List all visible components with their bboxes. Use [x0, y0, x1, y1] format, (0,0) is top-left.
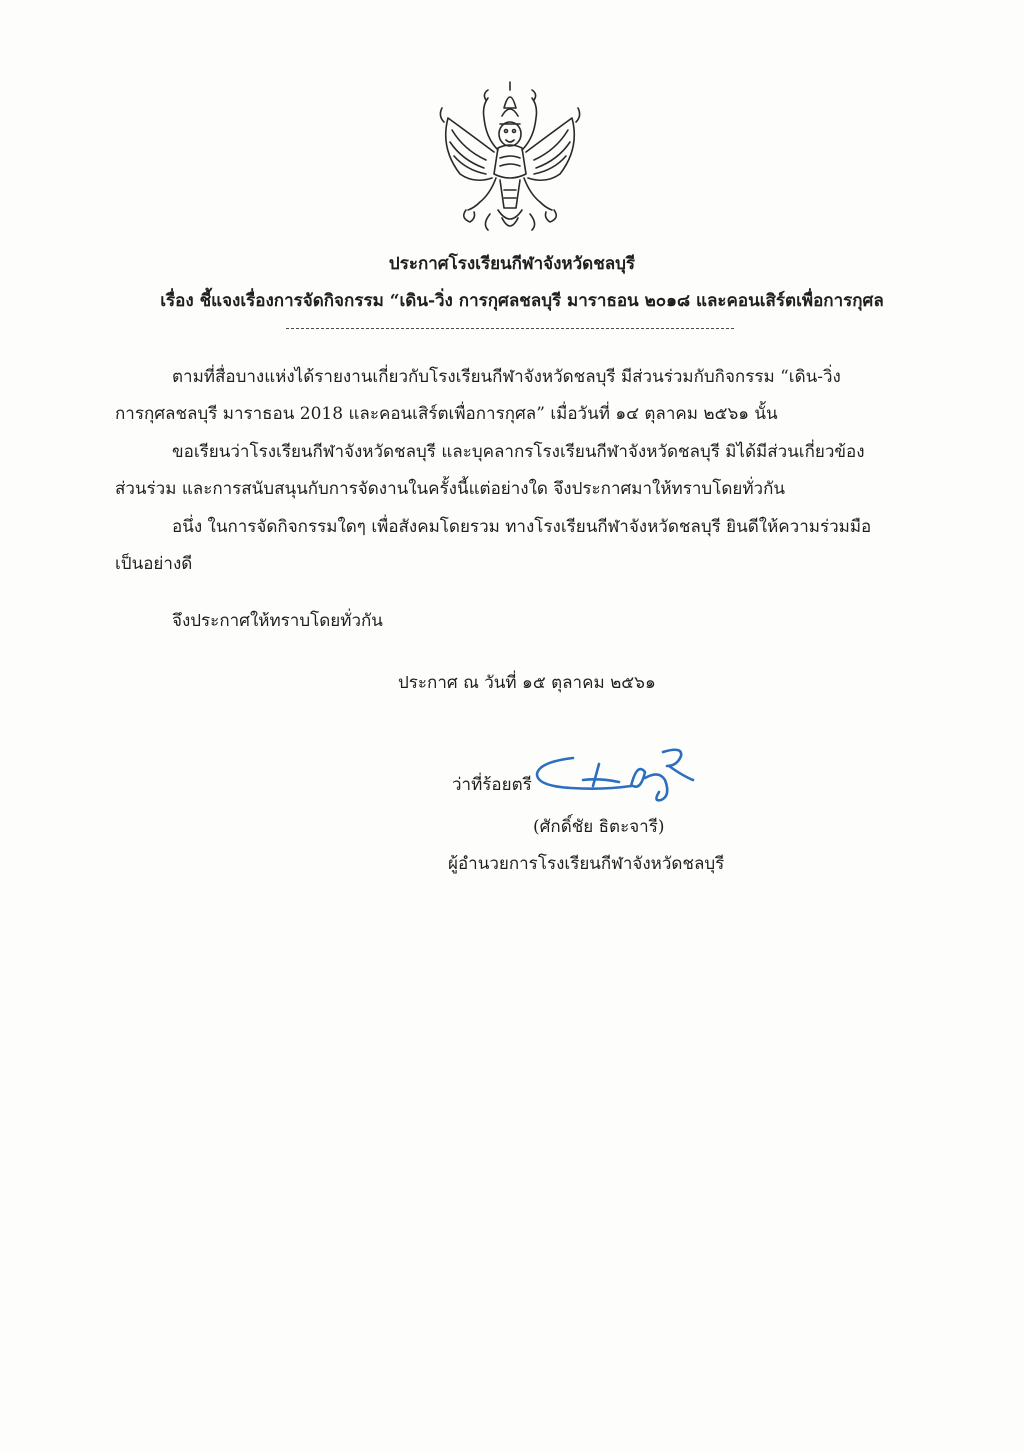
- announcement-subject: เรื่อง ชี้แจงเรื่องการจัดกิจกรรม “เดิน-วิ่ง การกุศลชลบุรี มาราธอน ๒๐๑๘ และคอนเสิร์ตเพื่อการกุศล: [160, 291, 884, 311]
- signer-rank: ว่าที่ร้อยตรี: [452, 775, 532, 795]
- paragraph-3-line-1: อนึ่ง ในการจัดกิจกรรมใดๆ เพื่อสังคมโดยรวม ทางโรงเรียนกีฬาจังหวัดชลบุรี ยินดีให้ความร่วมมือ: [172, 517, 872, 537]
- paragraph-1-line-2: การกุศลชลบุรี มาราธอน 2018 และคอนเสิร์ตเพื่อการกุศล” เมื่อวันที่ ๑๔ ตุลาคม ๒๕๖๑ นั้น: [115, 404, 778, 424]
- announcement-date: ประกาศ ณ วันที่ ๑๕ ตุลาคม ๒๕๖๑: [398, 673, 656, 693]
- garuda-emblem-icon: [430, 78, 590, 238]
- announcement-title: ประกาศโรงเรียนกีฬาจังหวัดชลบุรี: [388, 254, 636, 274]
- signer-position: ผู้อำนวยการโรงเรียนกีฬาจังหวัดชลบุรี: [448, 854, 725, 874]
- closing-statement: จึงประกาศให้ทราบโดยทั่วกัน: [172, 611, 383, 631]
- paragraph-3-line-2: เป็นอย่างดี: [115, 554, 193, 574]
- divider-line: [286, 328, 734, 329]
- paragraph-2-line-2: ส่วนร่วม และการสนับสนุนกับการจัดงานในครั้งนี้แต่อย่างใด จึงประกาศมาให้ทราบโดยทั่วกัน: [115, 479, 786, 499]
- paragraph-1-line-1: ตามที่สื่อบางแห่งได้รายงานเกี่ยวกับโรงเรียนกีฬาจังหวัดชลบุรี มีส่วนร่วมกับกิจกรรม “เดิน-วิ่ง: [172, 367, 841, 387]
- signer-name: (ศักดิ์ชัย ธิตะจารี): [533, 817, 665, 837]
- handwritten-signature: [533, 740, 703, 806]
- paragraph-2-line-1: ขอเรียนว่าโรงเรียนกีฬาจังหวัดชลบุรี และบุคลากรโรงเรียนกีฬาจังหวัดชลบุรี มิได้มีส่วนเกี่ยวข้อง: [172, 442, 865, 462]
